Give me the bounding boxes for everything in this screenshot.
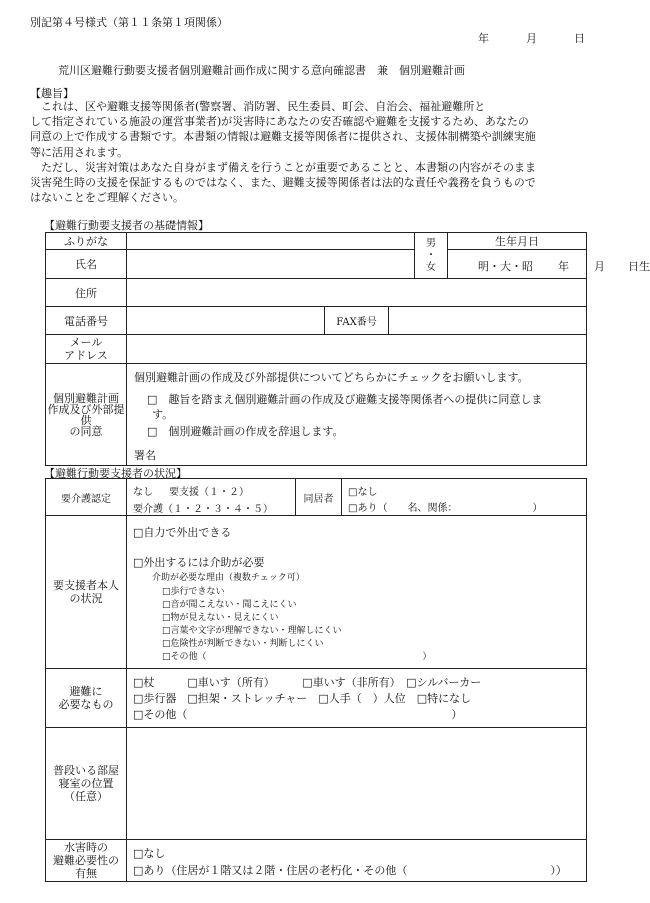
flood-label-line: 避難必要性の [53,854,119,867]
gender-male: 男 [426,237,437,249]
gender-female: 女 [426,261,437,273]
consent-label-line: の同意 [69,424,103,438]
needs-cell[interactable] [127,669,587,728]
self-status-needs-assist[interactable]: □外出するには介助が必要 [133,556,265,569]
consent-agree-option-cont: す。 [152,408,174,421]
consent-instruction: 個別避難計画の作成及び外部提供についてどちらかにチェックをお願いします。 [134,371,529,384]
status-heading: 【避難行動要支援者の状況】 [44,467,187,480]
phone-field[interactable] [127,307,325,335]
room-label [46,728,127,840]
consent-label-line: 個別避難計画 [53,391,119,405]
needs-row[interactable]: □その他（ ） [133,708,463,721]
address-label: 住所 [46,279,127,307]
birth-day: 日生 [628,260,650,273]
date-day: 日 [574,32,585,45]
name-label: 氏名 [46,250,127,279]
gender-dot: ・ [426,249,437,261]
needs-row[interactable]: □歩行器 □担架・ストレッチャー □人手（ ）人位 □特になし [133,692,472,705]
room-field[interactable] [127,728,587,840]
status-table [45,478,587,882]
address-field[interactable] [127,279,587,307]
document-title: 荒川区避難行動要支援者個別避難計画作成に関する意向確認書 兼 個別避難計画 [58,64,465,77]
flood-cell[interactable] [127,840,587,882]
care-support: 要支援（１・２） [169,487,249,498]
email-label-line: アドレス [64,349,108,362]
furigana-label: ふりがな [46,233,127,250]
consent-decline-option[interactable]: □ 個別避難計画の作成を辞退します。 [147,425,344,438]
date-month: 月 [526,32,537,45]
birth-year: 年 [558,260,570,273]
consent-agree-option[interactable]: □ 趣旨を踏まえ個別避難計画の作成及び避難支援等関係者への提供に同意しま [147,393,543,406]
care-cell[interactable] [127,479,296,516]
birthdate-label: 生年月日 [448,233,587,250]
self-status-label-line: 要支援者本人 [53,579,119,592]
purpose-line: これは、区や避難支援等関係者(警察署、消防署、民生委員、町会、自治会、福祉避難所と [30,100,486,113]
needs-label [46,669,127,728]
flood-none[interactable]: □なし [133,847,166,860]
basic-info-heading: 【避難行動要支援者の基礎情報】 [44,219,209,232]
consent-label [46,364,127,466]
fax-field[interactable] [389,307,587,335]
purpose-text [30,99,610,205]
self-reason-item[interactable]: □物が見えない・見えにくい [162,613,279,623]
email-label [46,335,127,364]
purpose-line: して指定されている施設の運営事業者)が災害時にあなたの安否確認や避難を支援するため、あなたの [30,115,529,129]
furigana-field[interactable] [127,233,415,250]
flood-label-line: 有無 [75,867,97,880]
basic-info-table [45,232,650,466]
birth-eras: 明・大・昭 [478,260,534,273]
cohabitant-yes: □あり（ 名、関係： ） [348,503,543,514]
needs-row[interactable]: □杖 □車いす（所有） □車いす（非所有） □シルバーカー [133,676,482,689]
date-year: 年 [478,32,489,45]
cohabitant-none: □なし [348,487,378,498]
self-reason-item[interactable]: □歩行できない [162,587,225,597]
self-reason-item[interactable]: □危険性が判断できない・判断しにくい [162,639,324,649]
email-label-line: メール [69,336,103,349]
flood-label-line: 水害時の [64,841,108,854]
self-status-label-line: の状況 [69,592,103,605]
self-status-label [46,516,127,669]
purpose-line: はないことをご理解ください。 [30,191,184,205]
gender-cell[interactable] [415,233,448,279]
consent-label-line: 作成及び外部提供 [47,402,125,427]
room-label-line: 普段いる部屋 [53,764,119,777]
name-field[interactable] [127,250,415,279]
room-label-line: （任意） [64,790,108,803]
care-none: なし [133,487,153,498]
phone-label: 電話番号 [46,307,127,335]
form-number: 別記第４号様式（第１１条第１項関係） [30,16,228,29]
birth-month: 月 [594,260,606,273]
flood-yes[interactable]: □あり（住居が１階又は２階・住居の老朽化・その他（ ）） [133,864,567,877]
purpose-heading: 【趣旨】 [30,87,74,100]
purpose-line: ただし、災害対策はあなた自身がまず備えを行うことが重要であることと、本書類の内容がそのまま [30,160,536,174]
cohabitant-cell[interactable] [342,479,587,516]
consent-cell [127,364,587,466]
needs-label-line: 避難に [69,685,103,698]
self-reason-item[interactable]: □音が聞こえない・聞こえにくい [162,600,297,610]
purpose-line: 災害発生時の支援を保証するものではなく、また、避難支援等関係者は法的な責任や義務を負うもので [30,176,536,190]
care-label: 要介護認定 [46,479,127,516]
care-level: 要介護（１・２・３・４・５） [133,504,273,515]
self-reason-item[interactable]: □言葉や文字が理解できない・理解しにくい [162,626,342,636]
signature-label: 署名 [134,449,156,462]
purpose-line: 同意の上で作成する書類です。本書類の情報は避難支援等関係者に提供され、支援体制構築や訓練実施 [30,130,536,144]
purpose-line: 等に活用されます。 [30,145,129,159]
self-status-independent[interactable]: □自力で外出できる [133,526,232,539]
room-label-line: 寝室の位置 [58,777,114,790]
self-status-reason-heading: 介助が必要な理由（複数チェック可） [152,573,305,583]
email-field[interactable] [127,335,587,364]
self-reason-item[interactable]: □その他（ ） [162,652,432,662]
birthdate-field[interactable] [448,250,650,279]
self-status-cell[interactable] [127,516,587,669]
cohabitant-label: 同居者 [296,479,342,516]
flood-label [46,840,127,882]
fax-label: FAX番号 [325,307,389,335]
needs-label-line: 必要なもの [58,698,114,711]
